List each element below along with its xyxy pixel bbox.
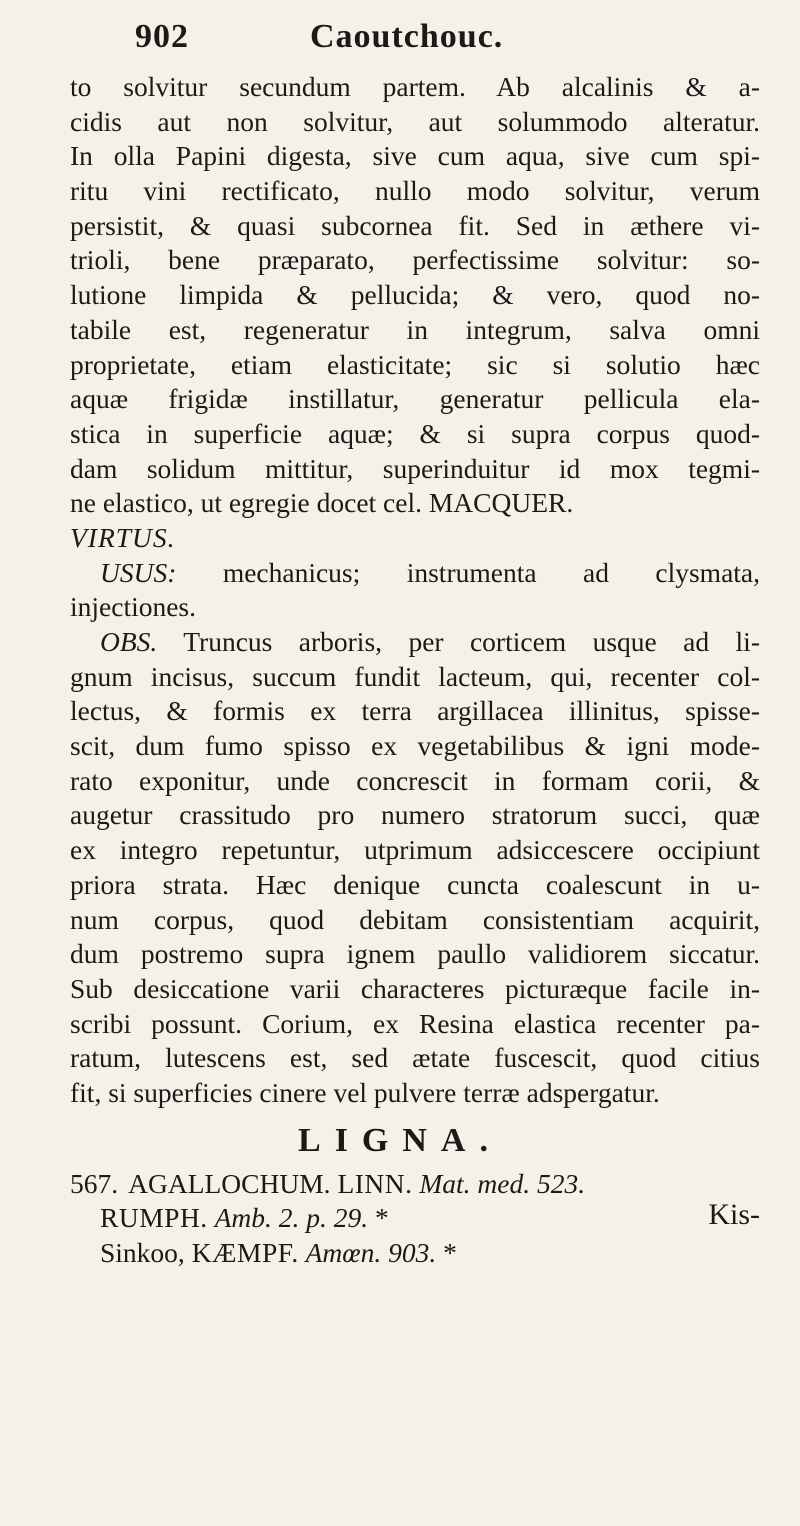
obs-line (70, 625, 760, 660)
text-line: ne elastico, ut egregie docet cel. MACQUER. (70, 487, 574, 519)
virtus-heading: VIRTUS. (70, 521, 176, 553)
entry-author: RUMPH. (100, 1202, 208, 1234)
entry-reference-page: 523. (537, 1167, 586, 1199)
paragraph-observation (70, 625, 760, 1111)
entry-author: LINN. (337, 1167, 413, 1199)
text-line: stica in superficie aquæ; & si supra corpus quod- (70, 417, 760, 449)
text-line: dam solidum mittitur, superinduitur id mox tegmi- (70, 452, 760, 484)
entry-line-1 (70, 1167, 760, 1202)
page-number: 902 (135, 18, 189, 55)
text-line: rato exponitur, unde concrescit in formam corii, & (70, 764, 760, 796)
text-line: fit, si superficies cinere vel pulvere terræ adspergatur. (70, 1076, 660, 1108)
obs-text: Truncus arboris, per corticem usque ad li- (157, 626, 760, 657)
entry-reference: Mat. med. (419, 1167, 531, 1199)
catchword: Kis- (708, 1198, 760, 1231)
text-line: priora strata. Hæc denique cuncta coalescunt in u- (70, 868, 760, 900)
entry-line-2 (70, 1201, 760, 1236)
text-line: Sub desiccatione varii characteres picturæque facile in- (70, 972, 760, 1004)
text-line: ex integro repetuntur, utprimum adsiccescere occipiunt (70, 834, 760, 866)
entry-author: KÆMPF. (191, 1237, 299, 1269)
entry-mark: * (374, 1202, 389, 1234)
text-line: proprietate, etiam elasticitate; sic si solutio hæc (70, 348, 760, 380)
entry-reference: Amœn. 903. (305, 1237, 437, 1269)
text-line: aquæ frigidæ instillatur, generatur pellicula ela- (70, 383, 760, 415)
obs-label: OBS. (100, 626, 158, 657)
paragraph-solubility (70, 70, 760, 521)
usus-line (70, 556, 760, 591)
entry-line-3 (70, 1236, 760, 1271)
text-line: persistit, & quasi subcornea fit. Sed in æthere vi- (70, 209, 760, 241)
body-text (70, 70, 760, 1271)
entry-number: 567. (70, 1167, 119, 1199)
usus-label: USUS: (100, 556, 177, 588)
text-line: injectiones. (70, 591, 197, 623)
text-line: tabile est, regeneratur in integrum, salva omni (70, 313, 760, 345)
entry-mark: * (443, 1237, 457, 1269)
text-line: ritu vini rectificato, nullo modo solvitur, verum (70, 175, 760, 207)
text-line: dum postremo supra ignem paullo validiorem siccatur. (70, 938, 760, 970)
text-line: cidis aut non solvitur, aut solummodo alteratur. (70, 105, 760, 137)
text-line: trioli, bene præparato, perfectissime solvitur: so- (70, 244, 760, 276)
text-line: ratum, lutescens est, sed ætate fuscescit, quod citius (70, 1042, 760, 1074)
entry-name: AGALLOCHUM. (128, 1167, 331, 1199)
usus-text: mechanicus; instrumenta ad clysmata, (176, 556, 760, 588)
text-line: lectus, & formis ex terra argillacea illinitus, spisse- (70, 695, 760, 727)
text-line: augetur crassitudo pro numero stratorum succi, quæ (70, 799, 760, 831)
entry-synonym: Sinkoo, (100, 1237, 185, 1269)
text-line: num corpus, quod debitam consistentiam acquirit, (70, 903, 760, 935)
text-line: to solvitur secundum partem. Ab alcalinis & a- (70, 71, 760, 102)
text-line: scit, dum fumo spisso ex vegetabilibus & igni mode- (70, 730, 760, 762)
text-line: In olla Papini digesta, sive cum aqua, sive cum spi- (70, 140, 760, 172)
running-title: Caoutchouc. (310, 18, 504, 55)
text-line: scribi possunt. Corium, ex Resina elastica recenter pa- (70, 1007, 760, 1039)
text-line: lutione limpida & pellucida; & vero, quod no- (70, 279, 760, 311)
entry-reference: Amb. 2. p. 29. (214, 1202, 369, 1234)
section-heading: LIGNA. (298, 1121, 502, 1159)
text-line: gnum incisus, succum fundit lacteum, qui, recenter col- (70, 660, 760, 692)
running-head (135, 18, 695, 68)
